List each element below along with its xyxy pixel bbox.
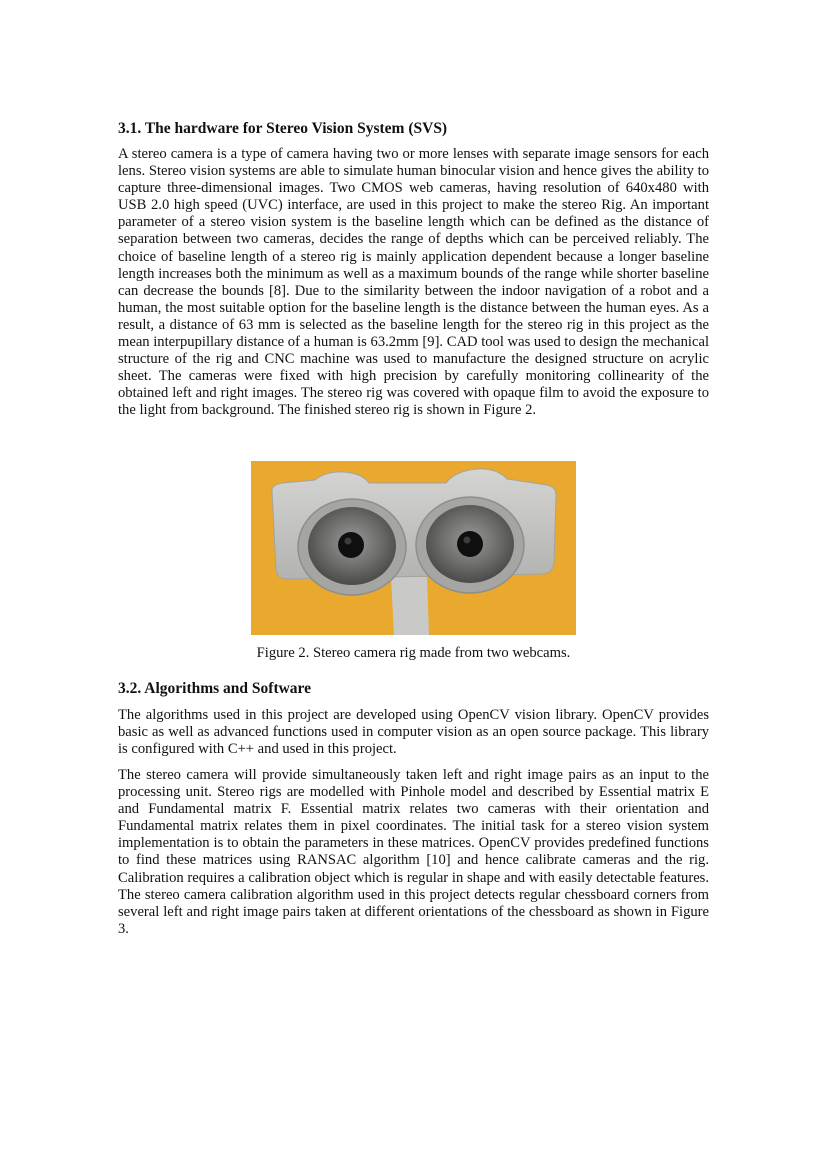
figure-stereo-rig-photo bbox=[251, 461, 576, 635]
section-heading-algorithms: 3.2. Algorithms and Software bbox=[118, 680, 312, 697]
left-lens-icon bbox=[338, 532, 364, 558]
paragraph-algorithms-1: The algorithms used in this project are developed using OpenCV vision library. OpenCV provides basic as well as advanced functions used in computer vision as an open source package. This library is configured with C++ and used in this project. bbox=[118, 707, 709, 758]
paragraph-hardware: A stereo camera is a type of camera having two or more lenses with separate image sensors for each lens. Stereo vision systems are able to simulate human binocular vision and hence gives the ability to capture three-dimensional images. Two CMOS web cameras, having resolution of 640x480 with USB 2.0 high speed (UVC) interface, are used in this project to make the stereo Rig. An important parameter of a stereo vision system is the baseline length which can be defined as the distance of separation between two cameras, decides the range of depths which can be perceived reliably. The choice of baseline length of a stereo rig is mainly application dependent because a longer baseline length increases both the minimum as well as a maximum bounds of the range while shorter baseline can decrease the bounds [8]. Due to the similarity between the indoor navigation of a robot and a human, the most suitable option for the baseline length is the distance between the human eyes. As a result, a distance of 63 mm is selected as the baseline length for the stereo rig in this project as the mean interpupillary distance of a human is 63.2mm [9]. CAD tool was used to design the mechanical structure of the rig and CNC machine was used to manufacture the designed structure on acrylic sheet. The cameras were fixed with high precision by carefully monitoring collinearity of the obtained left and right images. The stereo rig was covered with opaque film to avoid the exposure to the light from background. The finished stereo rig is shown in Figure 2. bbox=[118, 146, 709, 419]
paragraph-algorithms-2: The stereo camera will provide simultaneously taken left and right image pairs as an input to the processing unit. Stereo rigs are modelled with Pinhole model and described by Essential matrix E and Fundamental matrix F. Essential matrix relates two cameras with their orientation and Fundamental matrix relates them in pixel coordinates. The initial task for a stereo vision system implementation is to obtain the parameters in these matrices. OpenCV provides predefined functions to find these matrices using RANSAC algorithm [10] and hence calibrate cameras and the rig. Calibration requires a calibration object which is regular in shape and with easily detectable features. The stereo camera calibration algorithm used in this project detects regular chessboard corners from several left and right image pairs taken at different orientations of the chessboard as shown in Figure 3. bbox=[118, 767, 709, 937]
rig-support-post bbox=[391, 577, 429, 635]
figure-2-caption: Figure 2. Stereo camera rig made from two webcams. bbox=[256, 645, 571, 661]
right-lens-icon bbox=[457, 531, 483, 557]
section-heading-hardware: 3.1. The hardware for Stereo Vision System (SVS) bbox=[118, 120, 448, 137]
